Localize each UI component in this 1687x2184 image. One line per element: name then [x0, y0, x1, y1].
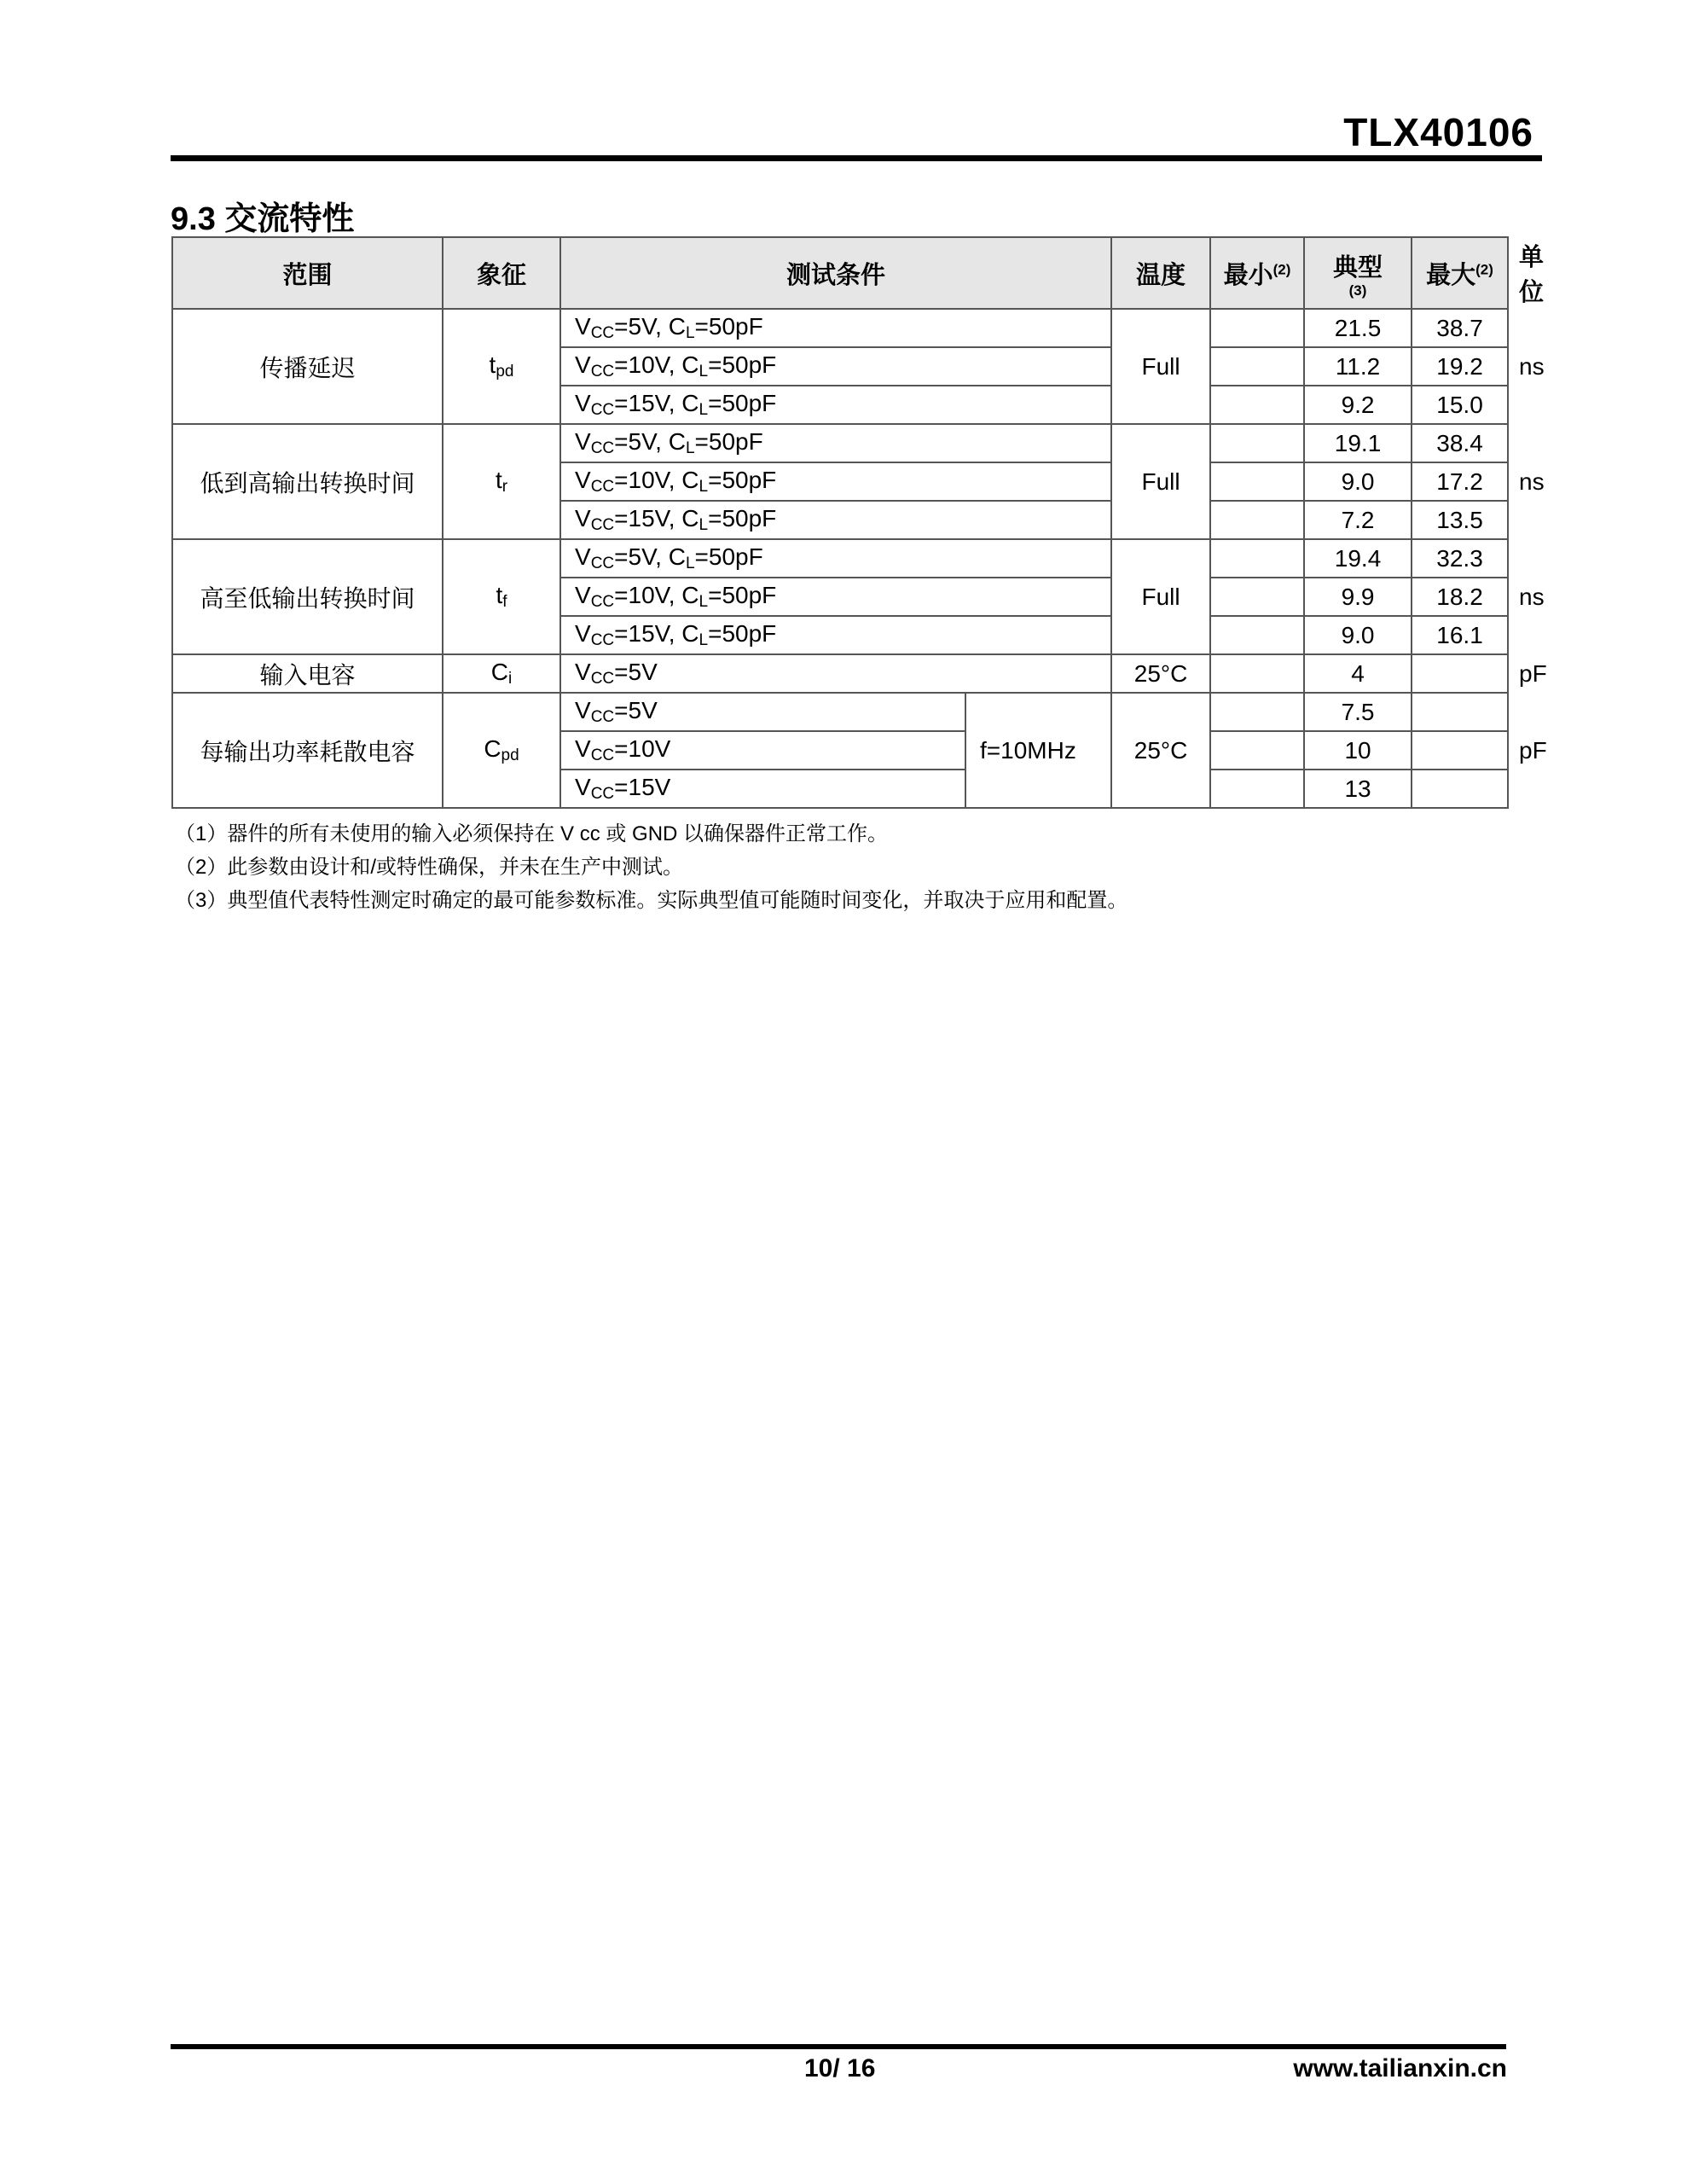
cond-sub: CC: [590, 478, 615, 496]
header-typ-label: 典型: [1333, 253, 1383, 282]
typ-cell: 7.5: [1304, 693, 1412, 731]
footnotes: [175, 817, 1128, 917]
symbol-cell: [443, 693, 560, 808]
cond-tail: =50pF: [694, 428, 763, 455]
typ-cell: 19.1: [1304, 424, 1412, 462]
min-cell: [1210, 578, 1304, 616]
cond-rest: =10V: [614, 735, 671, 762]
range-cell: 低到高输出转换时间: [172, 424, 443, 539]
cond-tail: =50pF: [694, 313, 763, 340]
header-min-note: (2): [1272, 260, 1291, 277]
typ-cell: 13: [1304, 770, 1412, 808]
cond-sub2: L: [699, 516, 709, 534]
cond-tail: =50pF: [694, 543, 763, 570]
min-cell: [1210, 309, 1304, 347]
symbol-main: C: [484, 735, 501, 762]
cond-v: V: [575, 505, 591, 531]
max-cell: 17.2: [1412, 462, 1508, 501]
condition-cell: [560, 578, 1111, 616]
cond-v: V: [575, 351, 591, 378]
frequency-cell: f=10MHz: [965, 693, 1111, 808]
condition-cell: [560, 462, 1111, 501]
max-cell: 18.2: [1412, 578, 1508, 616]
condition-cell: [560, 501, 1111, 539]
cond-rest: =10V, C: [614, 351, 699, 378]
header-max-label: 最大: [1426, 261, 1476, 289]
table-row: 输入电容 $C_i$ $V_{CC}=5V$ 25°C 4 pF: [172, 654, 1508, 693]
cond-sub: CC: [590, 670, 615, 688]
symbol-sub: pd: [501, 746, 519, 764]
footnote-3: （3）典型值代表特性测定时确定的最可能参数标准。实际典型值可能随时间变化，并取决于应用和配置。: [175, 889, 1128, 912]
cond-v: V: [575, 774, 591, 800]
cond-sub2: L: [685, 555, 695, 572]
cond-sub: CC: [590, 439, 615, 457]
header-min-label: 最小: [1223, 261, 1273, 289]
max-cell: [1412, 693, 1508, 731]
cond-tail: =50pF: [708, 467, 777, 493]
condition-cell: [560, 693, 965, 731]
condition-cell: [560, 386, 1111, 424]
cond-rest: =10V, C: [614, 467, 699, 493]
max-cell: [1412, 731, 1508, 770]
typ-cell: 9.9: [1304, 578, 1412, 616]
header-conditions: 测试条件: [560, 237, 1111, 309]
cond-sub: CC: [590, 516, 615, 534]
cond-rest: =15V, C: [614, 620, 699, 647]
header-min: [1210, 237, 1304, 309]
cond-tail: =50pF: [708, 582, 777, 608]
header-typ-note: (3): [1348, 282, 1367, 299]
page-number: 10/ 16: [804, 2054, 876, 2082]
condition-cell: [560, 347, 1111, 386]
cond-v: V: [575, 390, 591, 416]
footnote-2: （2）此参数由设计和/或特性确保，并未在生产中测试。: [175, 856, 684, 879]
cond-v: V: [575, 543, 591, 570]
min-cell: [1210, 539, 1304, 578]
temperature-cell: Full: [1111, 309, 1210, 424]
max-cell: 13.5: [1412, 501, 1508, 539]
cond-sub: CC: [590, 401, 615, 419]
cond-sub: CC: [590, 785, 615, 803]
symbol-sub: r: [501, 478, 508, 496]
cond-rest: =15V, C: [614, 505, 699, 531]
table-row: 低到高输出转换时间 $t_r$ $V_{CC}=5V$, $C_L=50pF$ Full 19.1 38.4 ns: [172, 424, 1508, 462]
header-max: [1412, 237, 1508, 309]
typ-cell: 4: [1304, 654, 1412, 693]
min-cell: [1210, 501, 1304, 539]
symbol-cell: [443, 539, 560, 654]
symbol-sub: pd: [496, 363, 514, 380]
header-max-note: (2): [1475, 260, 1493, 277]
cond-rest: =5V, C: [614, 428, 686, 455]
condition-cell: [560, 539, 1111, 578]
max-cell: 19.2: [1412, 347, 1508, 386]
cond-v: V: [575, 620, 591, 647]
cond-sub2: L: [699, 478, 709, 496]
cond-sub: CC: [590, 324, 615, 342]
table-header-row: 范围 象征 测试条件 温度 最小$^{(2)}$ 典型 (3) 最大$^{(2)}$ 单位: [172, 237, 1508, 309]
min-cell: [1210, 693, 1304, 731]
header-typ: [1304, 237, 1412, 309]
symbol-cell: [443, 424, 560, 539]
max-cell: 38.7: [1412, 309, 1508, 347]
cond-sub2: L: [699, 631, 709, 649]
symbol-main: t: [496, 582, 503, 608]
temperature-cell: Full: [1111, 424, 1210, 539]
document-id: TLX40106: [1343, 110, 1533, 154]
cond-v: V: [575, 467, 591, 493]
cond-sub2: L: [699, 593, 709, 611]
cond-sub: CC: [590, 746, 615, 764]
footer-divider: [171, 2044, 1506, 2049]
cond-tail: =50pF: [708, 505, 777, 531]
cond-rest: =5V: [614, 697, 658, 723]
max-cell: [1412, 770, 1508, 808]
typ-cell: 10: [1304, 731, 1412, 770]
symbol-cell: [443, 654, 560, 693]
min-cell: [1210, 616, 1304, 654]
symbol-main: t: [489, 351, 496, 378]
condition-cell: [560, 770, 965, 808]
cond-rest: =5V, C: [614, 543, 686, 570]
cond-tail: =50pF: [708, 390, 777, 416]
header-symbol: 象征: [443, 237, 560, 309]
typ-cell: 9.2: [1304, 386, 1412, 424]
cond-rest: =15V, C: [614, 390, 699, 416]
cond-sub2: L: [685, 324, 695, 342]
typ-cell: 21.5: [1304, 309, 1412, 347]
typ-cell: 9.0: [1304, 616, 1412, 654]
min-cell: [1210, 654, 1304, 693]
cond-tail: =50pF: [708, 351, 777, 378]
min-cell: [1210, 770, 1304, 808]
table-row: 高至低输出转换时间 $t_f$ $V_{CC}=5V$, $C_L=50pF$ Full 19.4 32.3 ns: [172, 539, 1508, 578]
max-cell: 16.1: [1412, 616, 1508, 654]
cond-rest: =5V: [614, 659, 658, 685]
cond-rest: =15V: [614, 774, 671, 800]
temperature-cell: 25°C: [1111, 654, 1210, 693]
min-cell: [1210, 347, 1304, 386]
max-cell: 38.4: [1412, 424, 1508, 462]
cond-sub2: L: [699, 363, 709, 380]
max-cell: 32.3: [1412, 539, 1508, 578]
symbol-sub: i: [508, 670, 513, 688]
header-divider: [171, 155, 1542, 161]
table-row: 传播延迟 $t_{pd}$ $V_{CC}=5V$, $C_L=50pF$ Full 21.5 38.7 ns: [172, 309, 1508, 347]
temperature-cell: Full: [1111, 539, 1210, 654]
cond-sub: CC: [590, 593, 615, 611]
range-cell: 输入电容: [172, 654, 443, 693]
range-cell: 传播延迟: [172, 309, 443, 424]
typ-cell: 19.4: [1304, 539, 1412, 578]
header-temperature: 温度: [1111, 237, 1210, 309]
cond-sub2: L: [685, 439, 695, 457]
max-cell: 15.0: [1412, 386, 1508, 424]
symbol-main: C: [490, 659, 508, 685]
typ-cell: 11.2: [1304, 347, 1412, 386]
min-cell: [1210, 462, 1304, 501]
typ-cell: 9.0: [1304, 462, 1412, 501]
ac-characteristics-table: [171, 236, 1547, 809]
cond-v: V: [575, 659, 591, 685]
cond-sub: CC: [590, 631, 615, 649]
min-cell: [1210, 386, 1304, 424]
condition-cell: [560, 616, 1111, 654]
footnote-1: （1）器件的所有未使用的输入必须保持在 V cc 或 GND 以确保器件正常工作。: [175, 822, 889, 845]
header-range: 范围: [172, 237, 443, 309]
min-cell: [1210, 424, 1304, 462]
cond-rest: =5V, C: [614, 313, 686, 340]
range-cell: 每输出功率耗散电容: [172, 693, 443, 808]
symbol-cell: [443, 309, 560, 424]
cond-rest: =10V, C: [614, 582, 699, 608]
min-cell: [1210, 731, 1304, 770]
cond-v: V: [575, 697, 591, 723]
cond-tail: =50pF: [708, 620, 777, 647]
max-cell: [1412, 654, 1508, 693]
condition-cell: [560, 309, 1111, 347]
typ-cell: 7.2: [1304, 501, 1412, 539]
cond-v: V: [575, 313, 591, 340]
cond-sub: CC: [590, 555, 615, 572]
website-link[interactable]: www.tailianxin.cn: [1293, 2054, 1507, 2082]
cond-sub: CC: [590, 708, 615, 726]
cond-sub2: L: [699, 401, 709, 419]
range-cell: 高至低输出转换时间: [172, 539, 443, 654]
cond-v: V: [575, 428, 591, 455]
condition-cell: [560, 424, 1111, 462]
temperature-cell: 25°C: [1111, 693, 1210, 808]
cond-v: V: [575, 735, 591, 762]
condition-cell: [560, 654, 1111, 693]
cond-v: V: [575, 582, 591, 608]
symbol-sub: f: [502, 593, 507, 611]
condition-cell: [560, 731, 965, 770]
symbol-main: t: [495, 467, 502, 493]
section-title: 9.3 交流特性: [171, 201, 355, 237]
cond-sub: CC: [590, 363, 615, 380]
table-row: 每输出功率耗散电容 $C_{pd}$ $V_{CC}=5V$ f=10MHz 25°C 7.5 pF: [172, 693, 1508, 731]
